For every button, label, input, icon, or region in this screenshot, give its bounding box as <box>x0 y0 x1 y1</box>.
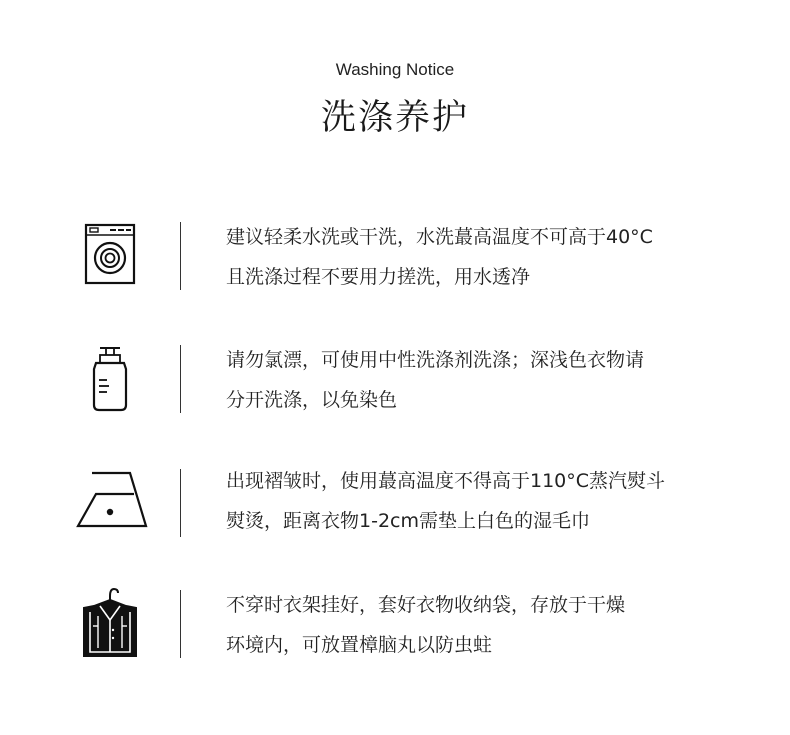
page-title: 洗涤养护 <box>320 98 469 138</box>
care-item-storage <box>0 590 790 690</box>
care-text-line: 熨烫，距离衣物1-2cm需垫上白色的湿毛巾 <box>226 510 590 532</box>
care-text <box>226 217 766 297</box>
care-text <box>226 340 766 420</box>
divider <box>180 222 181 290</box>
iron-icon <box>72 464 152 544</box>
washing-machine-icon <box>70 220 150 300</box>
care-text <box>226 585 766 665</box>
care-text-line: 出现褶皱时，使用蕞高温度不得高于110°C蒸汽熨斗 <box>226 470 666 492</box>
divider <box>180 345 181 413</box>
care-item-washing <box>0 222 790 322</box>
care-text-line: 且洗涤过程不要用力搓洗，用水透净 <box>226 266 531 288</box>
care-item-bleach <box>0 345 790 445</box>
care-text <box>226 461 766 541</box>
garment-hanger-icon <box>70 586 150 666</box>
divider <box>180 469 181 537</box>
divider <box>180 590 181 658</box>
care-text-line: 环境内，可放置樟脑丸以防虫蛀 <box>226 634 493 656</box>
detergent-bottle-icon <box>70 343 150 423</box>
care-text-line: 分开洗涤，以免染色 <box>226 389 398 411</box>
care-item-ironing <box>0 469 790 569</box>
subtitle: Washing Notice <box>335 60 455 79</box>
care-text-line: 建议轻柔水洗或干洗，水洗蕞高温度不可高于40°C <box>226 226 653 248</box>
care-text-line: 请勿氯漂，可使用中性洗涤剂洗涤；深浅色衣物请 <box>226 349 645 371</box>
care-text-line: 不穿时衣架挂好，套好衣物收纳袋，存放于干燥 <box>226 594 626 616</box>
